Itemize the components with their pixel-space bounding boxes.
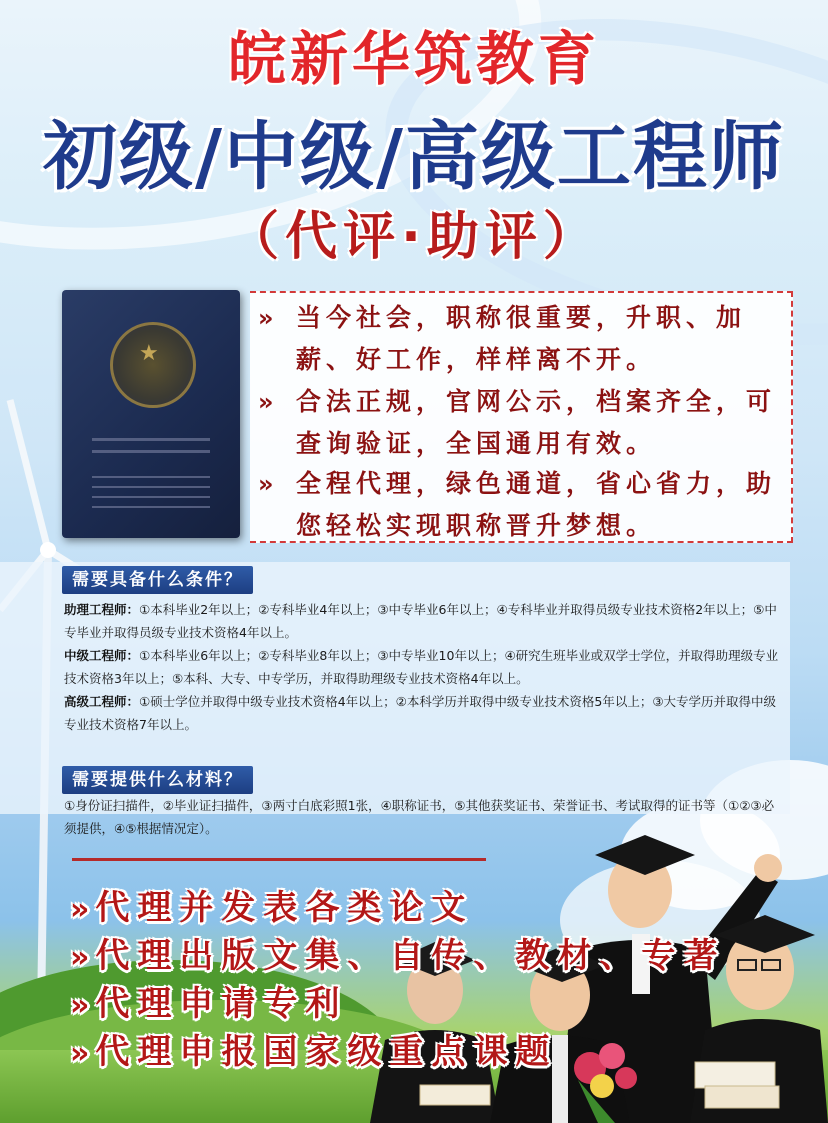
highlight-item bbox=[258, 463, 788, 547]
service-item bbox=[70, 880, 473, 929]
double-chevron-icon: » bbox=[258, 470, 279, 498]
double-chevron-icon: » bbox=[70, 988, 90, 1023]
materials-heading: 需要提供什么材料？ bbox=[62, 766, 253, 794]
certificate-text-line bbox=[92, 486, 210, 488]
certificate-text-line bbox=[92, 476, 210, 478]
highlight-text: 当今社会，职称很重要，升职、加薪、好工作，样样离不开。 bbox=[296, 303, 747, 374]
double-chevron-icon: » bbox=[70, 940, 90, 975]
service-item bbox=[70, 1024, 557, 1073]
service-item bbox=[70, 976, 347, 1025]
assistant-engineer-text: ①本科毕业2年以上；②专科毕业4年以上；③中专毕业6年以上；④专科毕业并取得员级专业技术资格2年以上；⑤中专毕业并取得员级专业技术资格4年以上。 bbox=[64, 602, 777, 640]
service-text: 代理出版文集、自传、教材、专著 bbox=[95, 936, 726, 976]
national-emblem-icon: ★ bbox=[110, 322, 196, 408]
certificate-text-line bbox=[92, 506, 210, 508]
requirements-text bbox=[64, 598, 780, 736]
materials-text: ①身份证扫描件，②毕业证扫描件，③两寸白底彩照1张，④职称证书，⑤其他获奖证书、荣誉证书、考试取得的证书等（①②③必须提供，④⑤根据情况定）。 bbox=[64, 798, 775, 836]
double-chevron-icon: » bbox=[70, 1036, 90, 1071]
service-text: 代理申报国家级重点课题 bbox=[95, 1032, 558, 1072]
highlight-text: 合法正规，官网公示，档案齐全，可查询验证，全国通用有效。 bbox=[296, 387, 777, 458]
double-chevron-icon: » bbox=[258, 388, 279, 416]
requirements-heading: 需要具备什么条件？ bbox=[62, 566, 253, 594]
certificate-text-line bbox=[92, 496, 210, 498]
certificate-text-line bbox=[92, 438, 210, 441]
assistant-engineer-label: 助理工程师： bbox=[64, 602, 140, 617]
brand-title: 皖新华筑教育 bbox=[227, 25, 600, 93]
divider bbox=[72, 858, 486, 861]
senior-engineer-text: ①硕士学位并取得中级专业技术资格4年以上；②本科学历并取得中级专业技术资格5年以上；③大专学历并取得中级专业技术资格7年以上。 bbox=[64, 694, 777, 732]
double-chevron-icon: » bbox=[70, 892, 90, 927]
main-title: 初级/中级/高级工程师 bbox=[42, 114, 786, 200]
intermediate-engineer-label: 中级工程师： bbox=[64, 648, 140, 663]
certificate-image bbox=[62, 290, 240, 538]
certificate-text-line bbox=[92, 450, 210, 453]
highlight-item bbox=[258, 297, 788, 381]
highlight-item bbox=[258, 381, 788, 465]
intermediate-engineer-text: ①本科毕业6年以上；②专科毕业8年以上；③中专毕业10年以上；④研究生班毕业或双学士学位，并取得助理级专业技术资格3年以上；⑤本科、大专、中专学历，并取得助理级专业技术资格4年以上。 bbox=[64, 648, 779, 686]
highlight-text: 全程代理，绿色通道，省心省力，助您轻松实现职称晋升梦想。 bbox=[296, 469, 777, 540]
double-chevron-icon: » bbox=[258, 304, 279, 332]
senior-engineer-label: 高级工程师： bbox=[64, 694, 140, 709]
service-item bbox=[70, 928, 725, 977]
subtitle: （代评·助评） bbox=[227, 207, 601, 267]
service-text: 代理申请专利 bbox=[95, 984, 348, 1024]
service-text: 代理并发表各类论文 bbox=[95, 888, 474, 928]
highlights-box bbox=[250, 291, 793, 543]
